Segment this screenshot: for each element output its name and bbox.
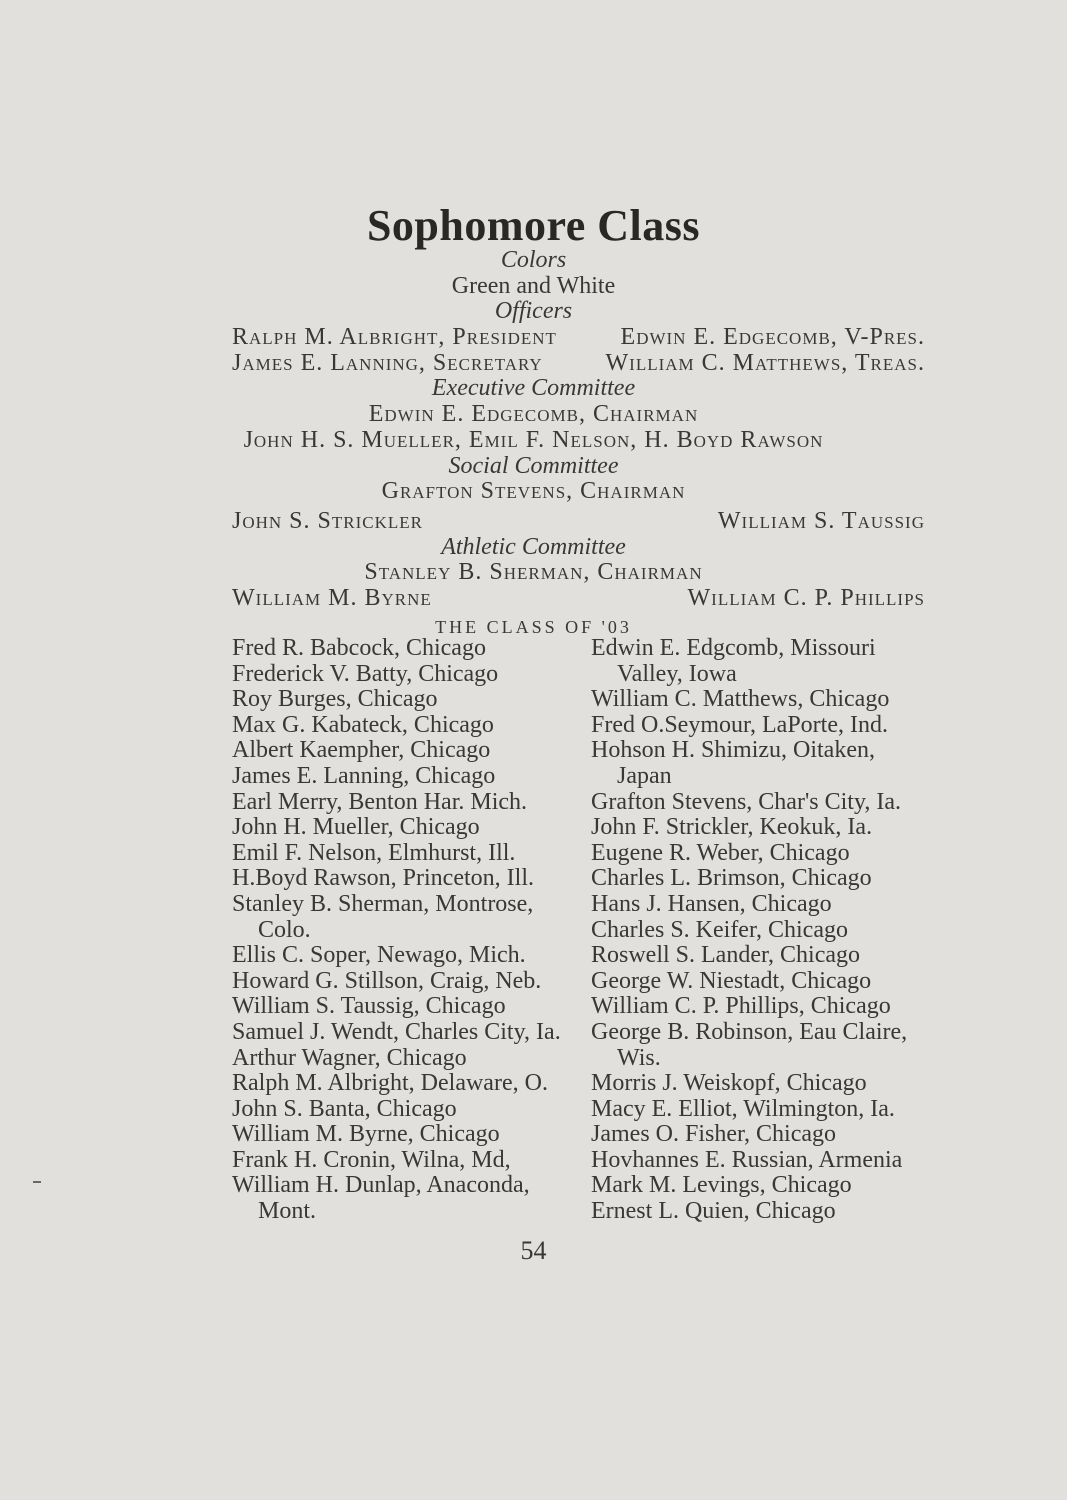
member-entry: Hovhannes E. Russian, Armenia <box>591 1146 903 1173</box>
member-entry: Earl Merry, Benton Har. Mich. <box>232 788 528 815</box>
officer-secretary: James E. Lanning, Secretary <box>232 350 543 376</box>
member-entry: Hans J. Hansen, Chicago <box>591 890 832 917</box>
members-list-right <box>591 636 931 1225</box>
executive-committee-chairman: Edwin E. Edgecomb, Chairman <box>368 401 699 427</box>
member-entry: Grafton Stevens, Char's City, Ia. <box>591 788 902 815</box>
member-entry: Eugene R. Weber, Chicago <box>591 839 850 866</box>
page-title: Sophomore Class <box>366 201 701 250</box>
member-entry: James E. Lanning, Chicago <box>232 762 496 789</box>
member-entry: Roswell S. Lander, Chicago <box>591 942 860 969</box>
member-entry: Max G. Kabateck, Chicago <box>232 711 494 738</box>
member-entry: Stanley B. Sherman, Montrose, <box>232 890 534 917</box>
member-entry-continuation: Japan <box>617 762 672 789</box>
page-number: 54 <box>520 1236 547 1265</box>
member-entry: Frank H. Cronin, Wilna, Md, <box>232 1146 511 1173</box>
member-entry-continuation: Valley, Iowa <box>617 660 737 687</box>
athletic-committee-member-right: William C. P. Phillips <box>687 585 925 611</box>
athletic-committee-chairman: Stanley B. Sherman, Chairman <box>364 559 703 585</box>
member-entry: William S. Taussig, Chicago <box>232 993 506 1020</box>
member-entry: Morris J. Weiskopf, Chicago <box>591 1070 867 1097</box>
athletic-committee-member-left: William M. Byrne <box>232 585 432 611</box>
member-entry: John F. Strickler, Keokuk, Ia. <box>591 814 873 841</box>
officer-treasurer: William C. Matthews, Treas. <box>605 350 925 376</box>
member-entry: George B. Robinson, Eau Claire, <box>591 1018 908 1045</box>
member-entry: Howard G. Stillson, Craig, Neb. <box>232 967 542 994</box>
class-heading: THE CLASS OF '03 <box>435 617 632 637</box>
member-entry: Ellis C. Soper, Newago, Mich. <box>232 942 526 969</box>
member-entry: Ralph M. Albright, Delaware, O. <box>232 1070 548 1097</box>
member-entry: Charles L. Brimson, Chicago <box>591 865 872 892</box>
social-committee-member-right: William S. Taussig <box>717 508 925 534</box>
member-entry: James O. Fisher, Chicago <box>591 1121 837 1148</box>
member-entry: Hohson H. Shimizu, Oitaken, <box>591 737 875 764</box>
member-entry-continuation: Wis. <box>617 1044 661 1071</box>
member-entry: Fred R. Babcock, Chicago <box>232 635 486 661</box>
member-entry: George W. Niestadt, Chicago <box>591 967 872 994</box>
member-entry: John H. Mueller, Chicago <box>232 814 480 841</box>
member-entry: Fred O.Seymour, LaPorte, Ind. <box>591 711 888 738</box>
athletic-committee-heading: Athletic Committee <box>441 534 626 560</box>
member-entry-continuation: Colo. <box>258 916 311 943</box>
member-entry: H.Boyd Rawson, Princeton, Ill. <box>232 865 534 892</box>
member-entry: Roy Burges, Chicago <box>232 686 438 713</box>
member-entry: William C. Matthews, Chicago <box>591 686 890 713</box>
officer-president: Ralph M. Albright, President <box>232 324 557 350</box>
member-entry-continuation: Mont. <box>258 1198 317 1225</box>
members-list-left <box>232 636 572 1225</box>
officers-heading: Officers <box>494 298 573 324</box>
member-entry: Frederick V. Batty, Chicago <box>232 660 499 687</box>
member-entry: John S. Banta, Chicago <box>232 1095 457 1122</box>
member-entry: Mark M. Levings, Chicago <box>591 1172 852 1199</box>
member-entry: William M. Byrne, Chicago <box>232 1121 500 1148</box>
member-entry: Albert Kaempher, Chicago <box>232 737 491 764</box>
margin-mark <box>33 1181 41 1183</box>
social-committee-chairman: Grafton Stevens, Chairman <box>381 478 686 504</box>
colors-heading: Colors <box>500 247 567 273</box>
member-entry: Macy E. Elliot, Wilmington, Ia. <box>591 1095 895 1122</box>
social-committee-heading: Social Committee <box>448 453 619 479</box>
social-committee-member-left: John S. Strickler <box>232 508 423 534</box>
member-entry: Samuel J. Wendt, Charles City, Ia. <box>232 1018 561 1045</box>
member-entry: Emil F. Nelson, Elmhurst, Ill. <box>232 839 516 866</box>
member-entry: Ernest L. Quien, Chicago <box>591 1198 836 1225</box>
member-entry: Arthur Wagner, Chicago <box>232 1044 467 1071</box>
member-entry: William C. P. Phillips, Chicago <box>591 993 891 1020</box>
officer-vice-president: Edwin E. Edgecomb, V-Pres. <box>620 324 925 350</box>
colors-value: Green and White <box>451 273 616 299</box>
executive-committee-members: John H. S. Mueller, Emil F. Nelson, H. Boyd Rawson <box>243 427 824 453</box>
executive-committee-heading: Executive Committee <box>431 375 636 401</box>
member-entry: William H. Dunlap, Anaconda, <box>232 1172 530 1199</box>
member-entry: Edwin E. Edgcomb, Missouri <box>591 635 876 661</box>
member-entry: Charles S. Keifer, Chicago <box>591 916 848 943</box>
